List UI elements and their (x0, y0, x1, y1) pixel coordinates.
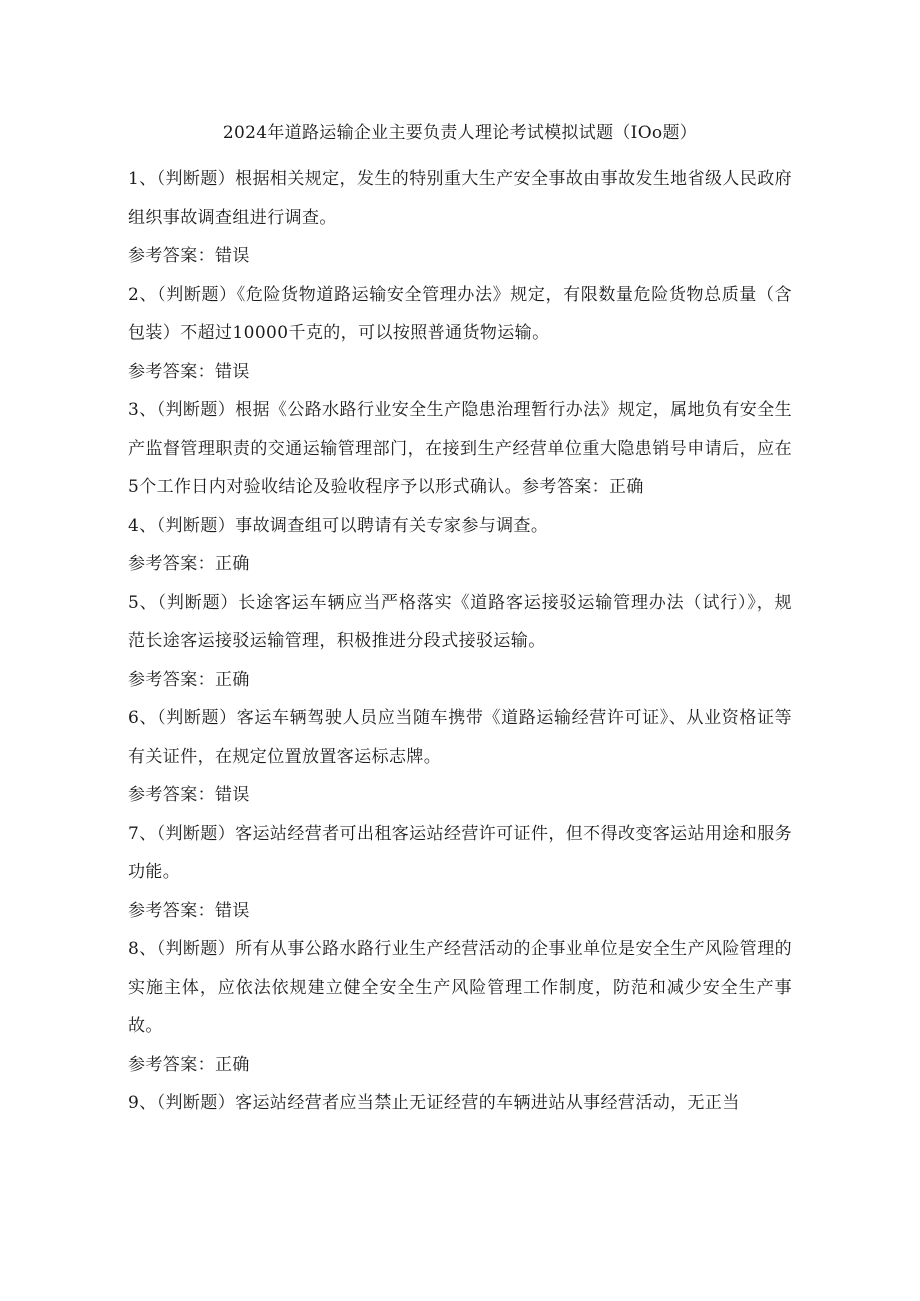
question-6: 6、（判断题）客运车辆驾驶人员应当随车携带《道路运输经营许可证》、从业资格证等有关证件，在规定位置放置客运标志牌。 (128, 708, 792, 767)
question-2: 2、（判断题）《危险货物道路运输安全管理办法》规定，有限数量危险货物总质量（含包装）不超过10000千克的，可以按照普通货物运输。 (128, 284, 792, 343)
answer-4: 参考答案：正确 (128, 554, 250, 574)
answer-7: 参考答案：错误 (128, 900, 250, 921)
answer-8: 参考答案：正确 (128, 1054, 250, 1075)
document-title: 2024年道路运输企业主要负责人理论考试模拟试题（IOo题） (222, 123, 698, 143)
question-1: 1、（判断题）根据相关规定，发生的特别重大生产安全事故由事故发生地省级人民政府组织事故调查组进行调查。 (128, 169, 792, 228)
answer-6: 参考答案：错误 (128, 785, 250, 805)
question-4: 4、（判断题）事故调查组可以聘请有关专家参与调查。 (128, 515, 549, 536)
question-list (128, 160, 792, 1123)
answer-2: 参考答案：错误 (128, 361, 250, 382)
question-5: 5、（判断题）长途客运车辆应当严格落实《道路客运接驳运输管理办法（试行）》，规范长途客运接驳运输管理，积极推进分段式接驳运输。 (128, 592, 792, 651)
question-7: 7、（判断题）客运站经营者可出租客运站经营许可证件，但不得改变客运站用途和服务功能。 (128, 823, 792, 882)
answer-5: 参考答案：正确 (128, 669, 250, 690)
question-8: 8、（判断题）所有从事公路水路行业生产经营活动的企事业单位是安全生产风险管理的实施主体，应依法依规建立健全安全生产风险管理工作制度，防范和减少安全生产事故。 (128, 939, 792, 1036)
question-9: 9、（判断题）客运站经营者应当禁止无证经营的车辆进站从事经营活动，无正当 (128, 1093, 740, 1113)
question-3: 3、（判断题）根据《公路水路行业安全生产隐患治理暂行办法》规定，属地负有安全生产监督管理职责的交通运输管理部门，在接到生产经营单位重大隐患销号申请后，应在5个工作日内对验收结论及验收程序予以形式确认。参考答案：正确 (128, 400, 792, 497)
answer-1: 参考答案：错误 (128, 246, 250, 266)
